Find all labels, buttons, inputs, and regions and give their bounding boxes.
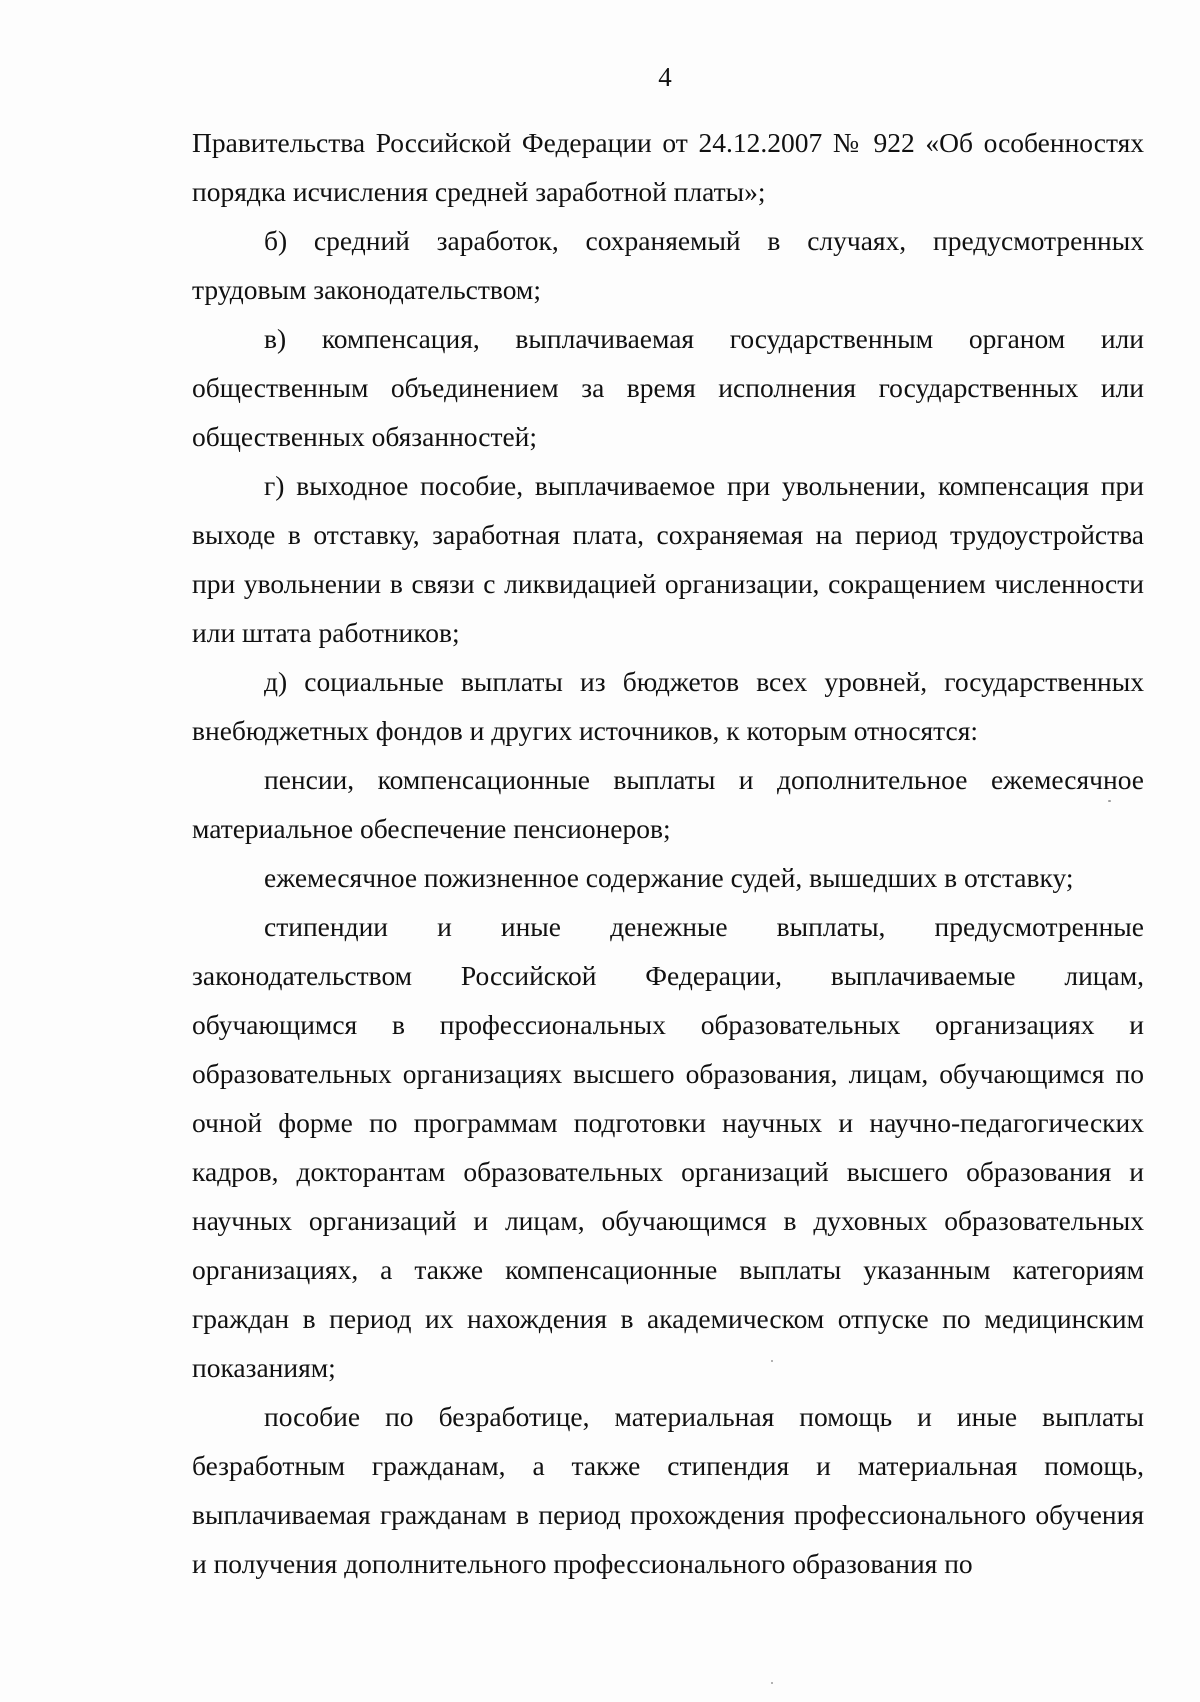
page-number: 4	[658, 62, 672, 92]
paragraph-item-g: г) выходное пособие, выплачиваемое при увольнении, компенсация при выходе в отставку, заработная плата, сохраняемая на период трудоустройства при увольнении в связи с ликвидацией организации, сокращением численности или штата работников;	[192, 470, 1144, 648]
scan-speck	[1108, 800, 1111, 802]
document-body	[192, 118, 1144, 1588]
paragraph-continuation: Правительства Российской Федерации от 24.12.2007 № 922 «Об особенностях порядка исчисления средней заработной платы»;	[192, 127, 1144, 207]
paragraph-unemployment-benefit: пособие по безработице, материальная помощь и иные выплаты безработным гражданам, а также стипендия и материальная помощь, выплачиваемая гражданам в период прохождения профессионального обучения и получения дополнительного профессионального образования по	[192, 1401, 1144, 1579]
paragraph-item-v: в) компенсация, выплачиваемая государственным органом или общественным объединением за время исполнения государственных или общественных обязанностей;	[192, 323, 1144, 452]
paragraph-pensions: пенсии, компенсационные выплаты и дополнительное ежемесячное материальное обеспечение пенсионеров;	[192, 764, 1144, 844]
paragraph-item-d: д) социальные выплаты из бюджетов всех уровней, государственных внебюджетных фондов и других источников, к которым относятся:	[192, 666, 1144, 746]
paragraph-item-b: б) средний заработок, сохраняемый в случаях, предусмотренных трудовым законодательством;	[192, 225, 1144, 305]
scan-speck	[771, 1682, 773, 1684]
paragraph-judges-allowance: ежемесячное пожизненное содержание судей, вышедших в отставку;	[264, 862, 1074, 893]
paragraph-scholarships: стипендии и иные денежные выплаты, предусмотренные законодательством Российской Федерации, выплачиваемые лицам, обучающимся в профессиональных образовательных организациях и образовательных организациях высшего образования, лицам, обучающимся по очной форме по программам подготовки научных и научно-педагогических кадров, докторантам образовательных организаций высшего образования и научных организаций и лицам, обучающимся в духовных образовательных организациях, а также компенсационные выплаты указанным категориям граждан в период их нахождения в академическом отпуске по медицинским показаниям;	[192, 911, 1144, 1383]
scan-speck	[771, 1360, 773, 1362]
